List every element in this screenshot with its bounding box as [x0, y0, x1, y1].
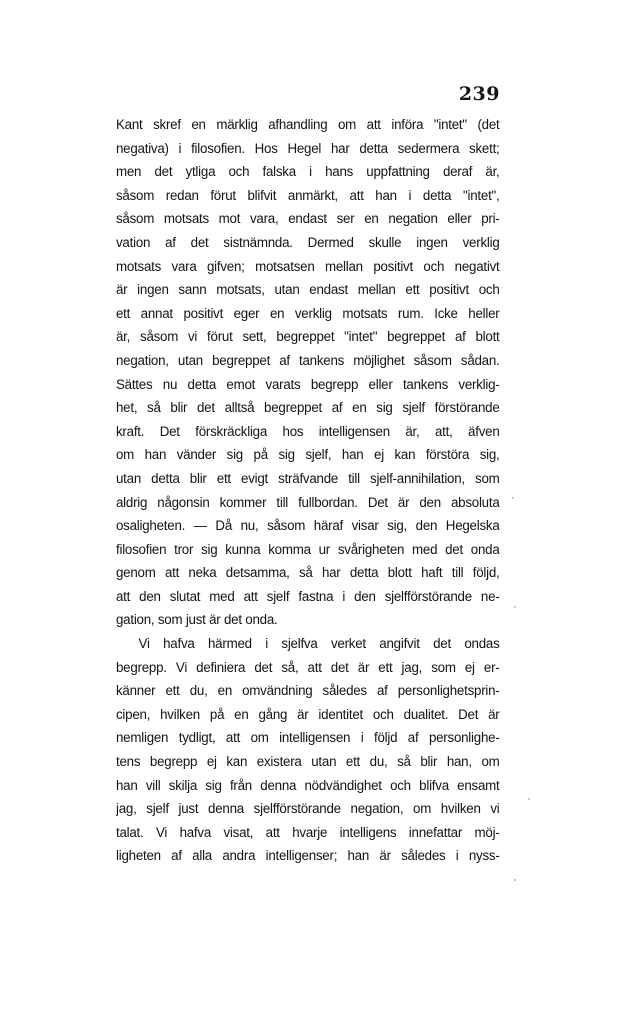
text-line: är ingen sann motsats, utan endast mellan ett positivt och	[116, 282, 500, 299]
text-line: men det ytliga och falska i hans uppfattning deraf är,	[116, 164, 500, 181]
text-line: han vill skilja sig från denna nödvändighet och blifva ensamt	[116, 777, 500, 794]
text-line: att den slutat med att sjelf fastna i den sjelfförstörande ne-	[116, 588, 500, 605]
text-line: såsom motsats mot vara, endast ser en negation eller pri-	[116, 211, 500, 228]
text-line: ett annat positivt eger en verklig motsats rum. Icke heller	[116, 305, 500, 322]
text-line: negation, utan begreppet af tankens möjlighet såsom sådan.	[116, 352, 500, 369]
text-line: begrepp. Vi definiera det så, att det är ett jag, som ej er-	[116, 659, 500, 676]
text-line: jag, sjelf just denna sjelfförstörande negation, om hvilken vi	[116, 801, 500, 818]
scan-speck	[512, 497, 514, 499]
scan-speck	[514, 606, 516, 608]
text-line: ligheten af alla andra intelligenser; han är således i nyss-	[116, 848, 500, 865]
text-line: genom att neka detsamma, så har detta blott haft till följd,	[116, 565, 500, 582]
text-line: kraft. Det förskräckliga hos intelligensen är, att, äfven	[116, 423, 500, 440]
text-line: känner ett du, en omvändning således af personlighetsprin-	[116, 683, 500, 700]
text-line: är, såsom vi förut sett, begreppet "intet" begreppet af blott	[116, 329, 500, 346]
page-number: 239	[458, 83, 500, 105]
paragraph-start-line: Vi hafva härmed i sjelfva verket angifvit det ondas	[138, 636, 500, 653]
body-text	[116, 114, 500, 869]
text-line: talat. Vi hafva visat, att hvarje intelligens innefattar möj-	[116, 824, 500, 841]
text-line: Kant skref en märklig afhandling om att införa "intet" (det	[116, 117, 500, 133]
paragraph-end-line: gation, som just är det onda.	[116, 612, 278, 629]
text-line: om han vänder sig på sig sjelf, han ej kan förstöra sig,	[116, 447, 500, 464]
text-line: filosofien tror sig kunna komma ur svårigheten med det onda	[116, 541, 500, 558]
text-line: aldrig någonsin kommer till fullbordan. Det är den absoluta	[116, 494, 500, 511]
text-line: osaligheten. — Då nu, såsom häraf visar sig, den Hegelska	[116, 518, 500, 535]
text-line: het, så blir det alltså begreppet af en sig sjelf förstörande	[116, 400, 500, 417]
scan-speck	[528, 798, 530, 800]
text-line: utan detta blir ett evigt sträfvande till sjelf-annihilation, som	[116, 470, 500, 487]
text-line: nemligen tydligt, att om intelligensen i följd af personlighe-	[116, 730, 500, 747]
scan-speck	[514, 879, 516, 881]
text-line: såsom redan förut blifvit anmärkt, att han i detta "intet",	[116, 187, 500, 204]
text-line: vation af det sistnämnda. Dermed skulle ingen verklig	[116, 234, 500, 251]
text-line: motsats vara gifven; motsatsen mellan positivt och negativt	[116, 258, 500, 275]
text-line: cipen, hvilken på en gång är identitet och dualitet. Det är	[116, 706, 500, 723]
text-line: negativa) i filosofien. Hos Hegel har detta sedermera skett;	[116, 140, 500, 157]
text-line: tens begrepp ej kan existera utan ett du, så blir han, om	[116, 754, 500, 771]
text-line: Sättes nu detta emot varats begrepp eller tankens verklig-	[116, 376, 500, 393]
